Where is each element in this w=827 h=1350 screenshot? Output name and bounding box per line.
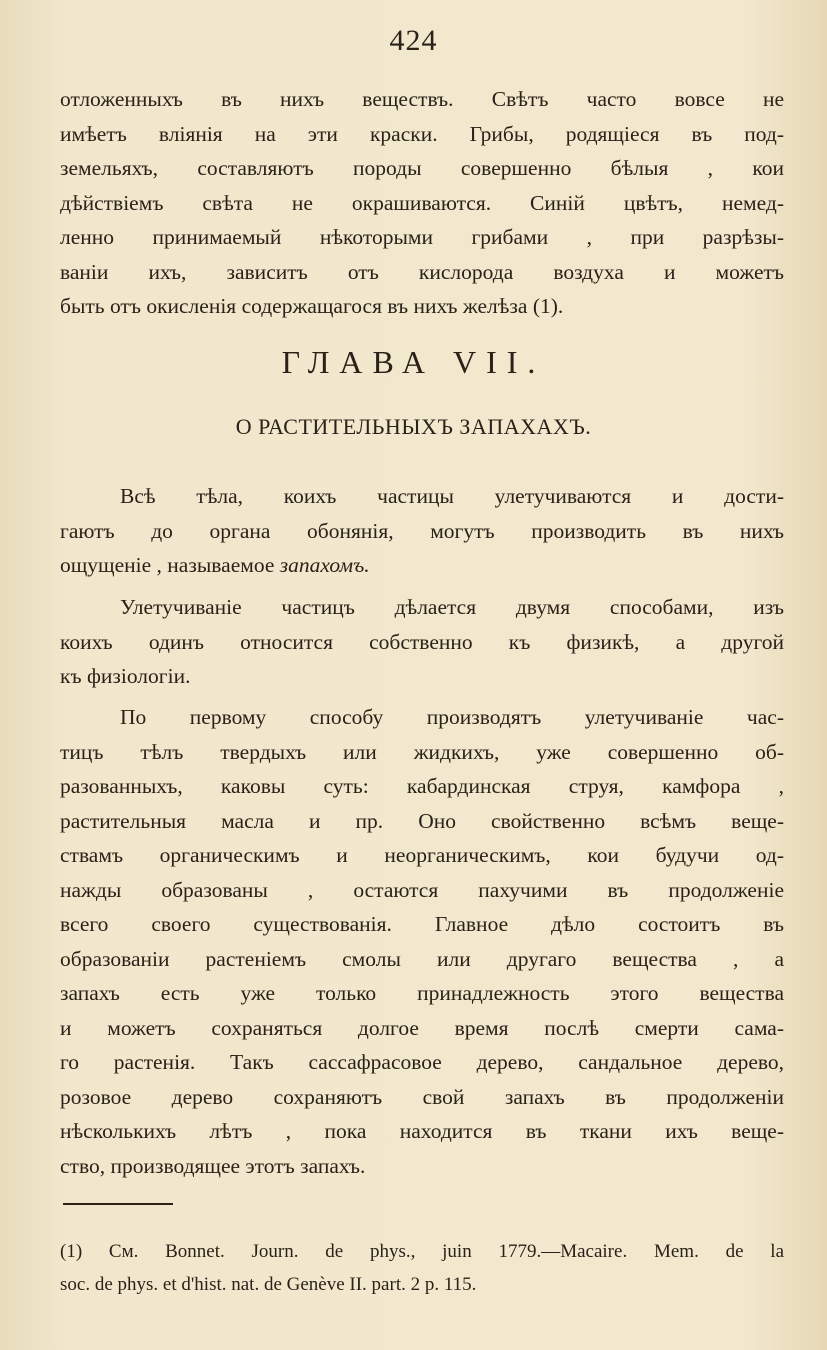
footnote-line: (1) См. Bonnet. Journ. de phys., juin 1779.—Macaire. Mem. de la xyxy=(60,1241,784,1262)
text-line: и можетъ сохраняться долгое время послѣ смерти сама- xyxy=(60,1015,784,1040)
emphasized-term: запахомъ. xyxy=(279,553,370,577)
page-number: 424 xyxy=(389,24,438,57)
text-line: всего своего существованія. Главное дѣло состоитъ въ xyxy=(60,912,784,936)
text-line: нѣсколькихъ лѣтъ , пока находится въ ткани ихъ веще- xyxy=(60,1119,784,1143)
footnote xyxy=(60,1235,784,1301)
section-title: О РАСТИТЕЛЬНЫХЪ ЗАПАХАХЪ. xyxy=(235,414,592,439)
text-line: ствамъ органическимъ и неорганическимъ, кои будучи од- xyxy=(60,843,784,867)
text-line: дѣйствіемъ свѣта не окрашиваются. Синій цвѣтъ, немед- xyxy=(60,190,784,215)
chapter-title: ГЛАВА VII. xyxy=(281,344,546,380)
text-line xyxy=(60,548,784,583)
text-line: тицъ тѣлъ твердыхъ или жидкихъ, уже совершенно об- xyxy=(60,739,784,764)
text-line: ваніи ихъ, зависитъ отъ кислорода воздуха и можетъ xyxy=(60,259,784,284)
text-line: Улетучиваніе частицъ дѣлается двумя способами, изъ xyxy=(120,595,784,619)
text-line: земельяхъ, составляютъ породы совершенно бѣлыя , кои xyxy=(60,156,784,180)
text-line: отложенныхъ въ нихъ веществъ. Свѣтъ часто вовсе не xyxy=(60,87,784,111)
footnote-separator xyxy=(63,1203,173,1205)
paragraph-smell-definition xyxy=(60,479,784,583)
text-line: запахъ есть уже только принадлежность этого вещества xyxy=(60,981,784,1005)
text-line: По первому способу производятъ улетучиваніе час- xyxy=(120,705,784,729)
text-line: розовое дерево сохраняютъ свой запахъ въ продолженіи xyxy=(60,1084,784,1109)
text-line: нажды образованы , остаются пахучими въ продолженіе xyxy=(60,877,784,902)
footnote-line: soc. de phys. et d'hist. nat. de Genève II. part. 2 p. 115. xyxy=(60,1274,477,1295)
text-line: быть отъ окисленія содержащагося въ нихъ желѣза (1). xyxy=(60,294,564,318)
paragraph-two-methods xyxy=(60,590,784,694)
text-line: Всѣ тѣла, коихъ частицы улетучиваются и дости- xyxy=(120,484,784,508)
paragraph-continuation xyxy=(60,82,784,324)
text-line: образованіи растеніемъ смолы или другаго вещества , а xyxy=(60,946,784,971)
text-line: ство, производящее этотъ запахъ. xyxy=(60,1153,366,1178)
text-line: гаютъ до органа обонянія, могутъ производить въ нихъ xyxy=(60,518,784,543)
paragraph-first-method xyxy=(60,700,784,1183)
text-line: го растенія. Такъ сассафрасовое дерево, сандальное дерево, xyxy=(60,1050,784,1074)
text-line: разованныхъ, каковы суть: кабардинская струя, камфора , xyxy=(60,774,784,798)
text-line-prefix: ощущеніе , называемое xyxy=(60,553,280,577)
text-line: имѣетъ вліянія на эти краски. Грибы, родящіеся въ под- xyxy=(60,121,784,146)
text-line: къ физіологіи. xyxy=(60,664,191,688)
text-line: ленно принимаемый нѣкоторыми грибами , при разрѣзы- xyxy=(60,225,784,249)
text-line: коихъ одинъ относится собственно къ физикѣ, а другой xyxy=(60,629,784,654)
text-line: растительныя масла и пр. Оно свойственно всѣмъ веще- xyxy=(60,808,784,833)
